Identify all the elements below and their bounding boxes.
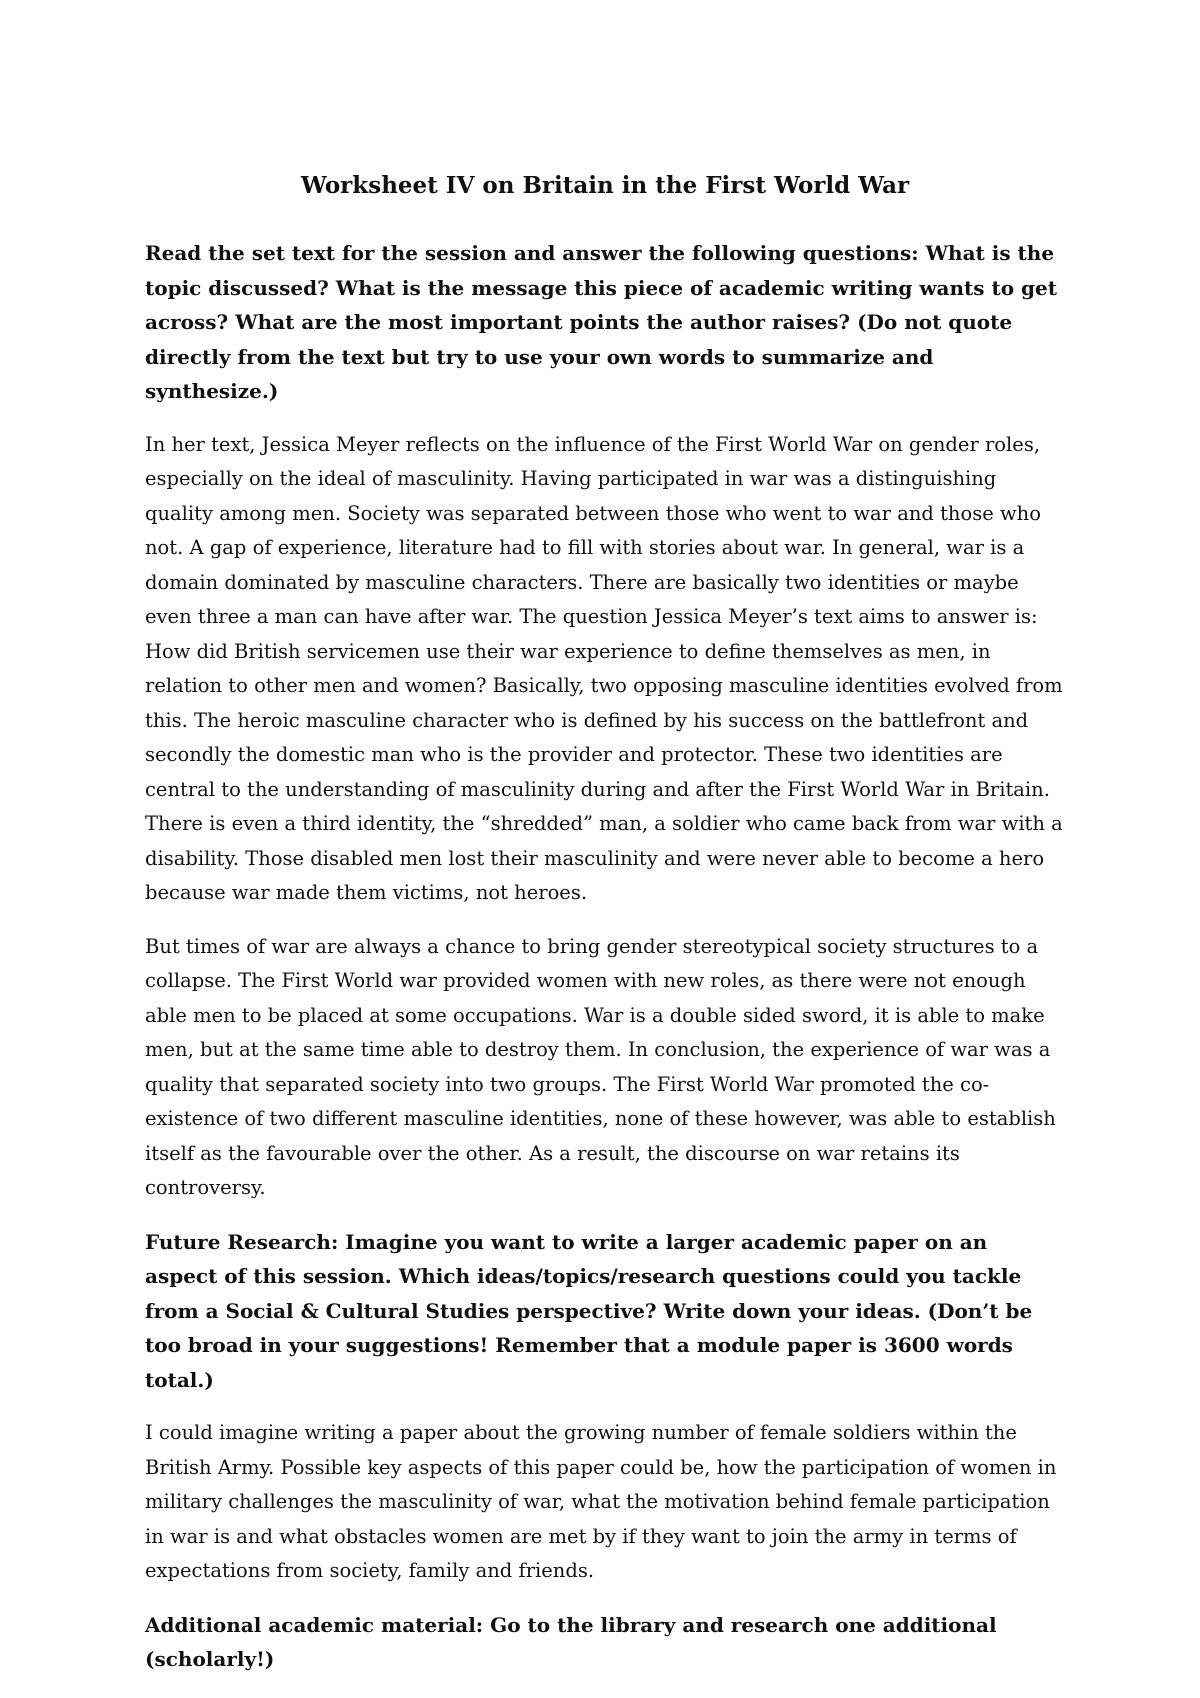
question-2-prompt: Future Research: Imagine you want to write a larger academic paper on an aspect of this session. Which ideas/topics/research questions could you tackle from a Social & Cultural Studies perspective? Write down your ideas. (Don’t be too broad in your suggestions! Remember that a module paper is 3600 words total.) [145,1229,1033,1392]
question-3-prompt: Additional academic material: Go to the library and research one additional (scholarly!) [145,1612,997,1671]
answer-2-paragraph: I could imagine writing a paper about the growing number of female soldiers within the British Army. Possible key aspects of this paper could be, how the participation of women in military challenges the masculinity of war, what the motivation behind female participation in war is and what obstacles women are met by if they want to join the army in terms of expectations from society, family and friends. [145,1421,1057,1582]
worksheet-title: Worksheet IV on Britain in the First World War [300,172,910,199]
answer-1-paragraph-2: But times of war are always a chance to bring gender stereotypical society structures to a collapse. The First World war provided women with new roles, as there were not enough able men to be placed at some occupations. War is a double sided sword, it is able to make men, but at the same time able to destroy them. In conclusion, the experience of war was a quality that separated society into two groups. The First World War promoted the co- existence of two different masculine identities, none of these however, was able to establish itself as the favourable over the other. As a result, the discourse on war retains its controversy. [145,934,1056,1199]
question-1-prompt: Read the set text for the session and answer the following questions: What is the topic discussed? What is the message this piece of academic writing wants to get across? What are the most important points the author raises? (Do not quote directly from the text but try to use your own words to summarize and synthesize.) [145,241,1057,403]
answer-1-paragraph-1: In her text, Jessica Meyer reflects on the influence of the First World War on gender roles, especially on the ideal of masculinity. Having participated in war was a distinguishing quality among men. Society was separated between those who went to war and those who not. A gap of experience, literature had to fill with stories about war. In general, war is a domain dominated by masculine characters. There are basically two identities or maybe even three a man can have after war. The question Jessica Meyer’s text aims to answer is: How did British servicemen use their war experience to define themselves as men, in relation to other men and women? Basically, two opposing masculine identities evolved from this. The heroic masculine character who is defined by his success on the battlefront and secondly the domestic man who is the provider and protector. These two identities are central to the understanding of masculinity during and after the First World War in Britain. There is even a third identity, the “shredded” man, a soldier who came back from war with a disability. Those disabled men lost their masculinity and were never able to become a hero because war made them victims, not heroes. [145,432,1063,904]
document-body [145,170,1065,1696]
